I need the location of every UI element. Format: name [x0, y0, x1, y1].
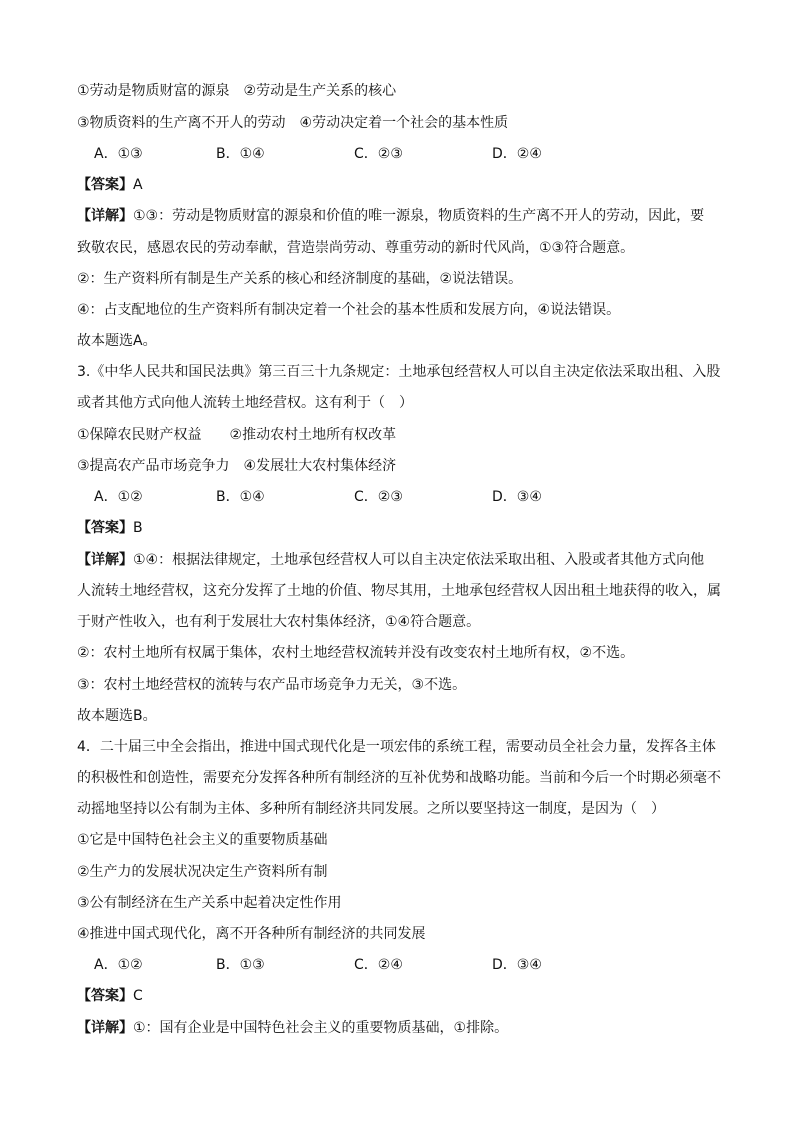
q4-detail-line-1	[77, 1018, 727, 1038]
q3-detail-line-5: ③：农村土地经营权的流转与农产品市场竞争力无关，③不选。	[77, 677, 467, 693]
answer-value: C	[133, 988, 143, 1004]
q3-option-b: B．①④	[216, 489, 265, 505]
q4-option-a: A．①②	[94, 957, 143, 973]
answer-value: A	[133, 177, 143, 193]
q3-detail-line-1	[77, 550, 727, 570]
q2-detail-line-1	[77, 206, 727, 226]
q4-answer	[77, 986, 727, 1006]
q2-statement-row-1: ①劳动是物质财富的源泉 ②劳动是生产关系的核心	[77, 83, 397, 99]
q3-statement-row-2: ③提高农产品市场竞争力 ④发展壮大农村集体经济	[77, 458, 397, 474]
q3-option-c: C．②③	[354, 489, 403, 505]
q2-option-a: A．①③	[94, 146, 143, 162]
q4-option-d: D．③④	[492, 957, 542, 973]
q3-option-d: D．③④	[492, 489, 542, 505]
answer-label: 【答案】	[77, 988, 133, 1004]
q2-option-c: C．②③	[354, 146, 403, 162]
detail-text: ①：国有企业是中国特色社会主义的重要物质基础，①排除。	[133, 1020, 509, 1036]
q3-option-a: A．①②	[94, 489, 143, 505]
q4-statement-4: ④推进中国式现代化，离不开各种所有制经济的共同发展	[77, 926, 426, 942]
q2-option-d: D．②④	[492, 146, 542, 162]
q4-options	[94, 955, 734, 975]
detail-text: ①④：根据法律规定，土地承包经营权人可以自主决定依法采取出租、入股或者其他方式向他	[133, 552, 705, 568]
q3-detail-line-2: 人流转土地经营权，这充分发挥了土地的价值、物尽其用，土地承包经营权人因出租土地获得的收入，属	[77, 583, 721, 599]
q3-statement-row-1: ①保障农民财产权益 ②推动农村土地所有权改革	[77, 427, 397, 443]
q2-conclusion: 故本题选A。	[77, 333, 157, 349]
q3-detail-line-3: 于财产性收入，也有利于发展壮大农村集体经济，①④符合题意。	[77, 614, 481, 630]
q2-statement-row-2: ③物质资料的生产离不开人的劳动 ④劳动决定着一个社会的基本性质	[77, 115, 509, 131]
q3-options	[94, 487, 734, 507]
answer-label: 【答案】	[77, 177, 133, 193]
q4-stem-line-2: 的积极性和创造性，需要充分发挥各种所有制经济的互补优势和战略功能。当前和今后一个时期必须毫不	[77, 770, 721, 786]
q4-stem-line-1: 4．二十届三中全会指出，推进中国式现代化是一项宏伟的系统工程，需要动员全社会力量，发挥各主体	[77, 739, 716, 755]
q4-stem-line-3: 动摇地坚持以公有制为主体、多种所有制经济共同发展。之所以要坚持这一制度，是因为（ ）	[77, 801, 665, 817]
answer-label: 【答案】	[77, 520, 133, 536]
q3-stem-line-2: 或者其他方式向他人流转土地经营权。这有利于（ ）	[77, 395, 413, 411]
q2-detail-line-4: ④：占支配地位的生产资料所有制决定着一个社会的基本性质和发展方向，④说法错误。	[77, 302, 621, 318]
q4-option-c: C．②④	[354, 957, 403, 973]
q2-detail-line-2: 致敬农民，感恩农民的劳动奉献，营造崇尚劳动、尊重劳动的新时代风尚，①③符合题意。	[77, 240, 635, 256]
answer-value: B	[133, 520, 143, 536]
q2-option-b: B．①④	[216, 146, 265, 162]
q2-answer	[77, 175, 727, 195]
q2-detail-line-3: ②：生产资料所有制是生产关系的核心和经济制度的基础，②说法错误。	[77, 271, 523, 287]
q3-answer	[77, 518, 727, 538]
q4-option-b: B．①③	[216, 957, 265, 973]
detail-label: 【详解】	[77, 1020, 133, 1036]
q3-detail-line-4: ②：农村土地所有权属于集体，农村土地经营权流转并没有改变农村土地所有权，②不选。	[77, 645, 635, 661]
q3-stem-line-1: 3.《中华人民共和国民法典》第三百三十九条规定：土地承包经营权人可以自主决定依法采取出租、入股	[77, 364, 721, 380]
detail-label: 【详解】	[77, 208, 133, 224]
q4-statement-1: ①它是中国特色社会主义的重要物质基础	[77, 832, 328, 848]
q4-statement-2: ②生产力的发展状况决定生产资料所有制	[77, 864, 328, 880]
q3-conclusion: 故本题选B。	[77, 708, 157, 724]
q4-statement-3: ③公有制经济在生产关系中起着决定性作用	[77, 895, 342, 911]
detail-text: ①③：劳动是物质财富的源泉和价值的唯一源泉，物质资料的生产离不开人的劳动，因此，要	[133, 208, 705, 224]
detail-label: 【详解】	[77, 552, 133, 568]
q2-options	[94, 144, 734, 164]
